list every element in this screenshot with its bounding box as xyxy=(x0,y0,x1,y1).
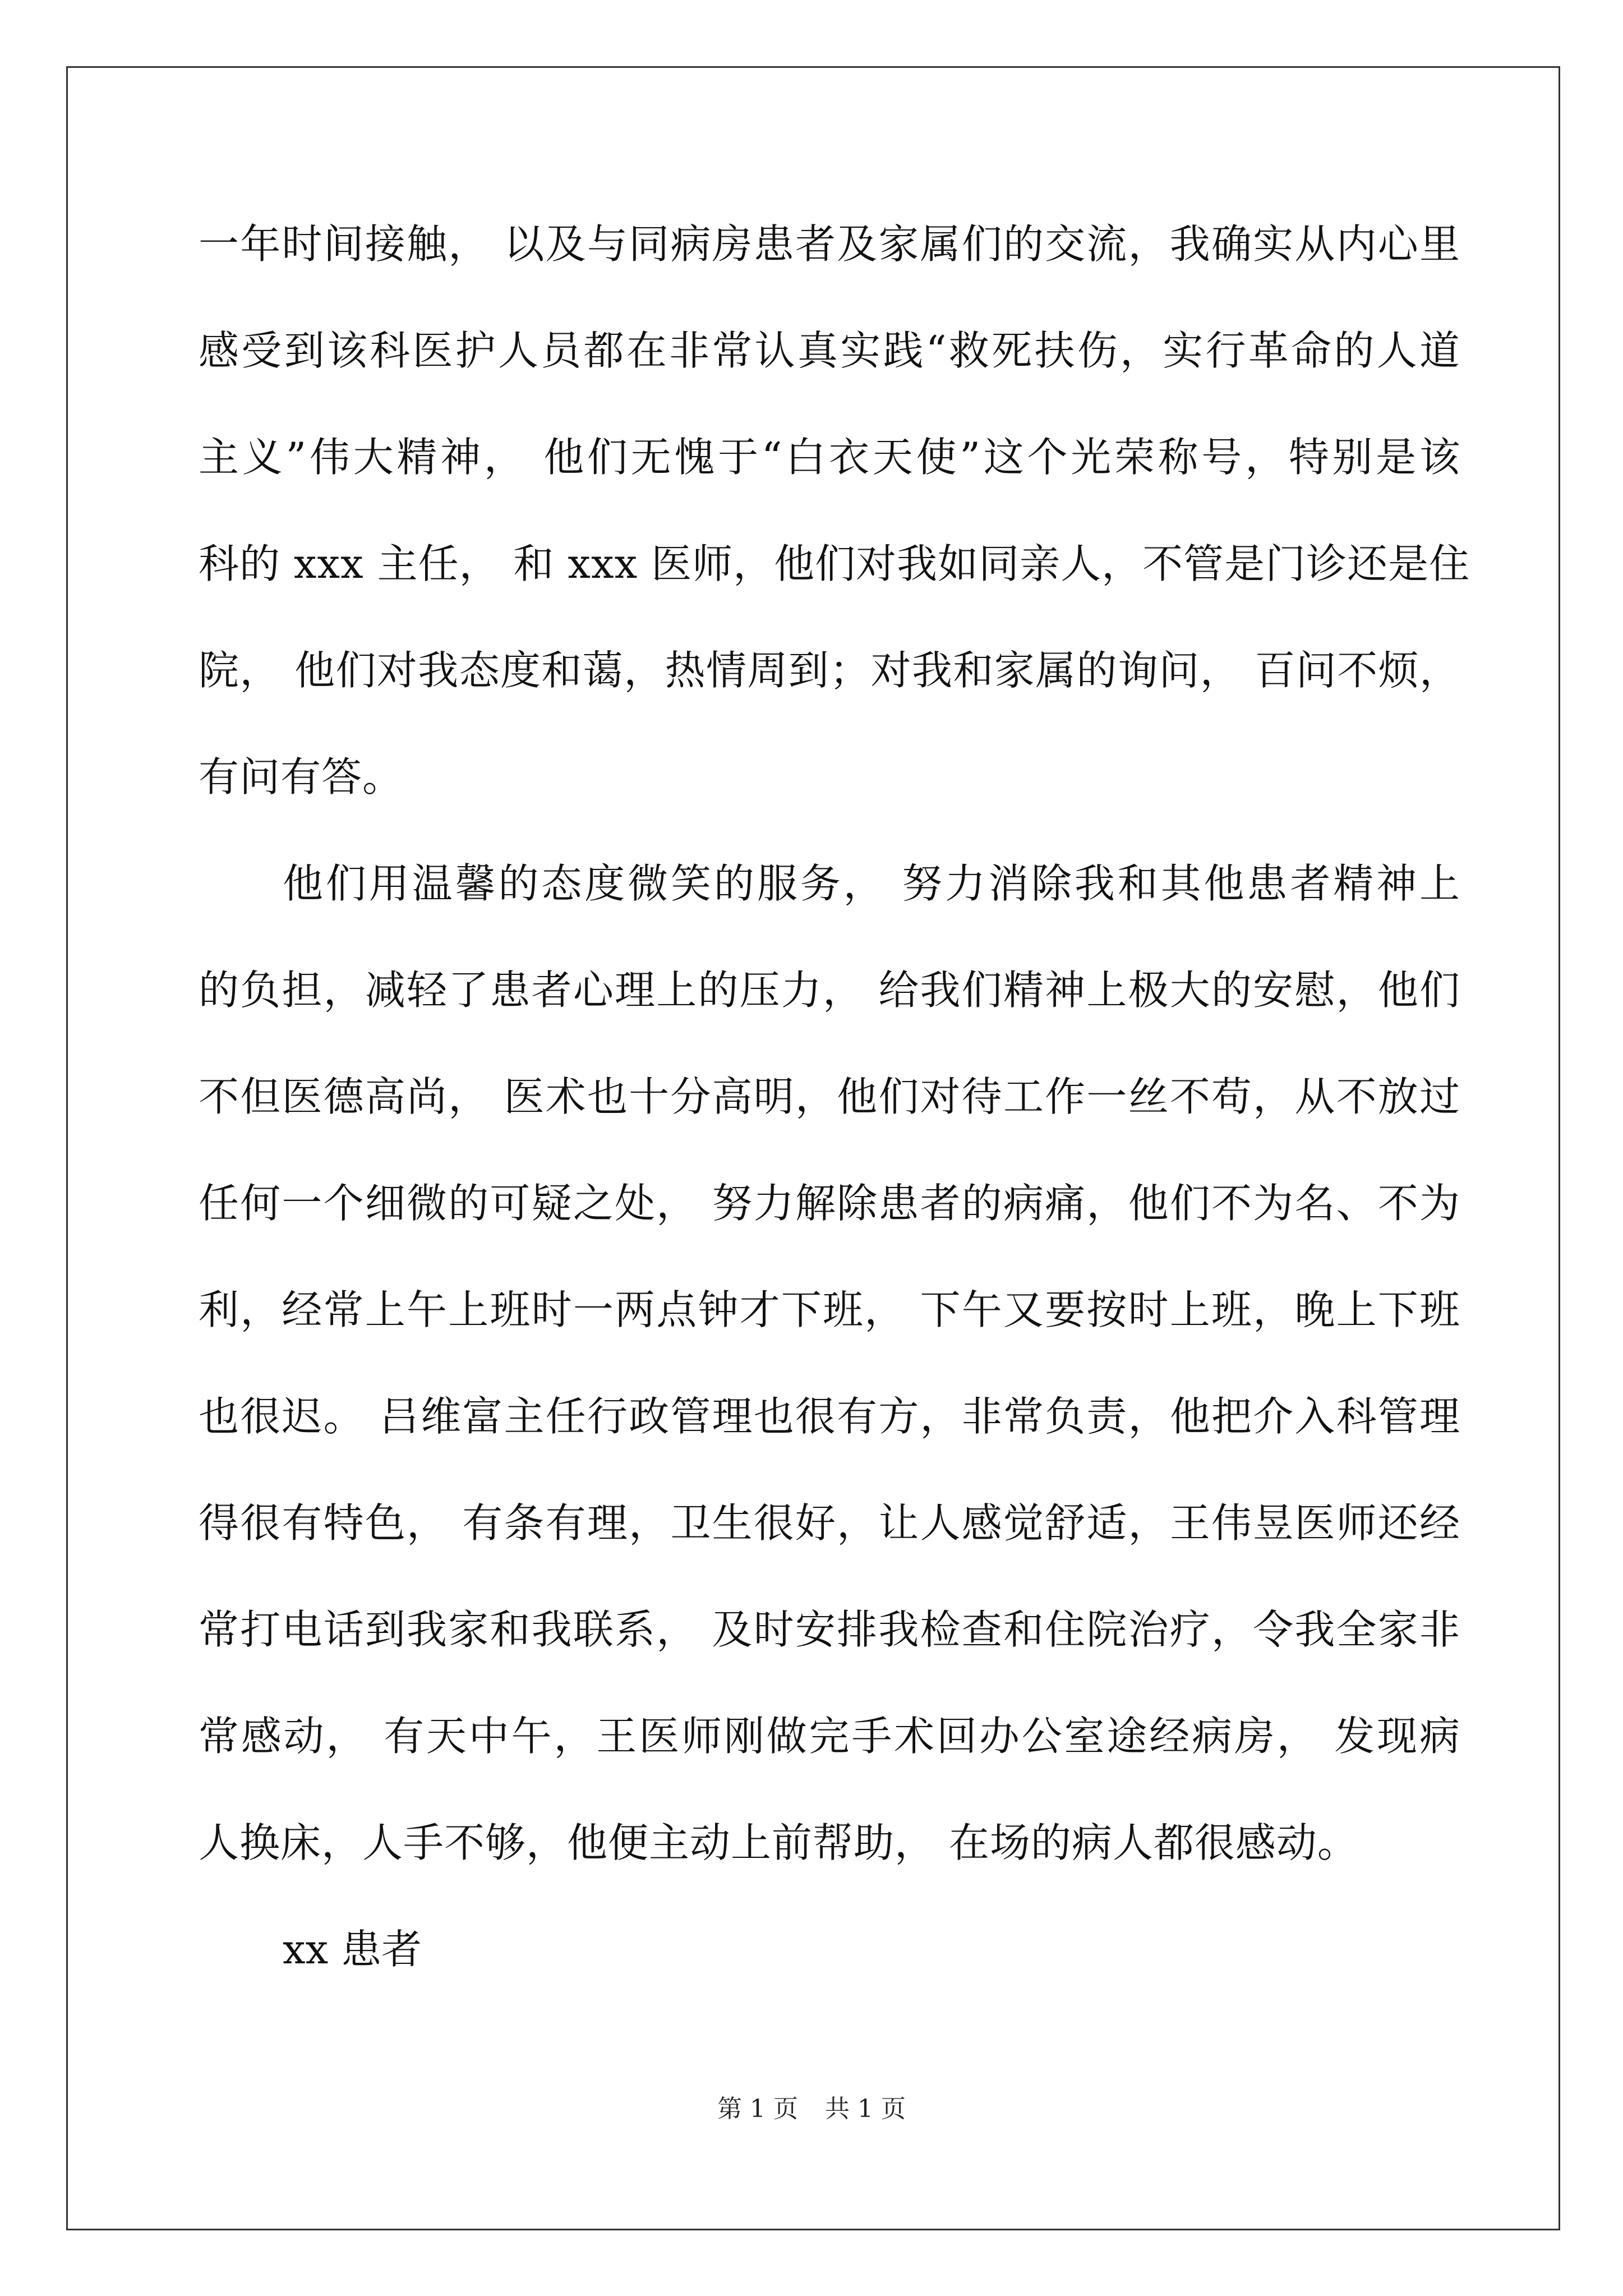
text-line: 任何一个细微的可疑之处， 努力解除患者的病痛，他们不为名、不为 xyxy=(199,1180,1460,1227)
page-footer xyxy=(0,2092,1623,2126)
text-line: 常感动， 有天中午，王医师刚做完手术回办公室途经病房， 发现病 xyxy=(199,1713,1460,1760)
text-line: 科的 xxx 主任， 和 xxx 医师，他们对我如同亲人，不管是门诊还是住 xyxy=(199,540,1470,587)
text-line: 感受到该科医护人员都在非常认真实践“救死扶伤，实行革命的人道 xyxy=(199,327,1460,374)
text-line: 一年时间接触， 以及与同病房患者及家属们的交流，我确实从内心里 xyxy=(199,220,1460,268)
page-total: 共 1 页 xyxy=(825,2095,906,2123)
text-line: 院， 他们对我态度和蔼，热情周到；对我和家属的询问， 百问不烦， xyxy=(199,647,1460,694)
text-line: 有问有答。 xyxy=(199,753,404,800)
text-line: 主义”伟大精神， 他们无愧于“白衣天使”这个光荣称号，特别是该 xyxy=(199,434,1460,481)
text-line: 的负担，减轻了患者心理上的压力， 给我们精神上极大的安慰，他们 xyxy=(199,967,1460,1014)
signature: xx 患者 xyxy=(283,1926,422,1973)
text-line: 利，经常上午上班时一两点钟才下班， 下午又要按时上班，晚上下班 xyxy=(199,1286,1460,1333)
text-line: 人换床，人手不够，他便主动上前帮助， 在场的病人都很感动。 xyxy=(199,1819,1358,1866)
page-number: 第 1 页 xyxy=(717,2095,798,2123)
text-line: 得很有特色， 有条有理，卫生很好，让人感觉舒适，王伟昱医师还经 xyxy=(199,1499,1460,1547)
paragraph-1 xyxy=(199,213,1470,853)
text-line: 也很迟。 吕维富主任行政管理也很有方，非常负责，他把介入科管理 xyxy=(199,1393,1460,1440)
text-line: 他们用温馨的态度微笑的服务， 努力消除我和其他患者精神上 xyxy=(283,860,1460,907)
text-line: 不但医德高尚， 医术也十分高明，他们对待工作一丝不苟，从不放过 xyxy=(199,1073,1460,1120)
paragraph-2 xyxy=(199,853,1460,1918)
text-line: 常打电话到我家和我联系， 及时安排我检查和住院治疗，令我全家非 xyxy=(199,1606,1460,1653)
document-body xyxy=(199,213,1470,2025)
